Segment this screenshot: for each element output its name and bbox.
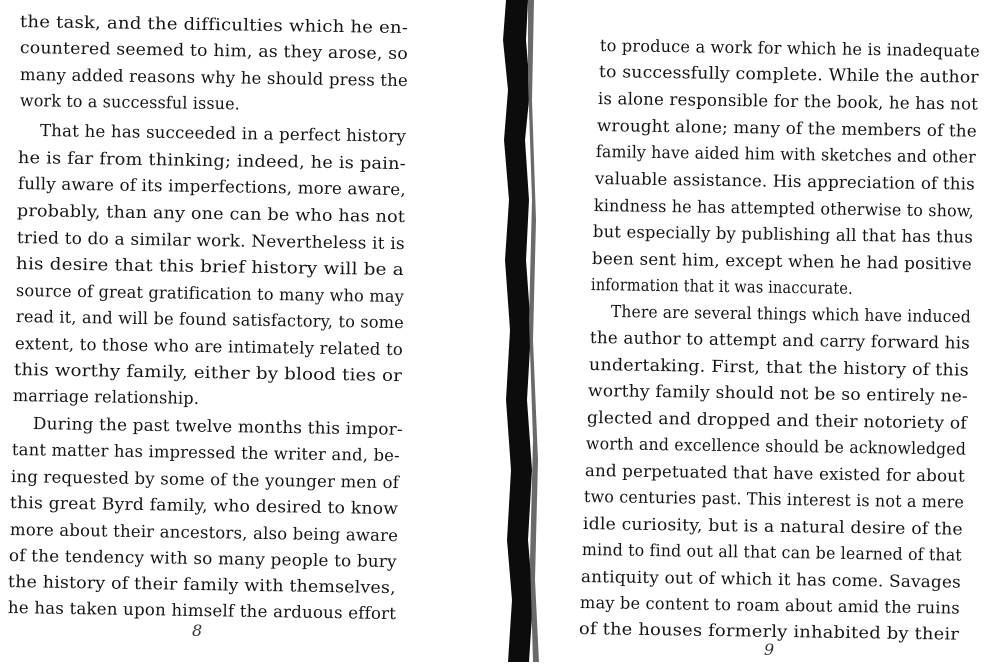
left_page-line: fully aware of its imperfections, more aware, xyxy=(17,174,406,200)
left_page-line: source of great gratification to many who may xyxy=(15,281,405,307)
left_page-line: tried to do a similar work. Nevertheless it is xyxy=(16,228,405,254)
right-page-text xyxy=(540,0,984,662)
right_page-line: worthy family should not be so entirely ne- xyxy=(587,381,969,406)
right_page-line: undertaking. First, that the history of this xyxy=(588,355,970,380)
left_page-line: the task, and the difficulties which he en- xyxy=(19,12,409,38)
right_page-line: is alone responsible for the book, he has not xyxy=(597,89,979,114)
left_page-line: extent, to those who are intimately related to xyxy=(14,334,404,360)
right_page-line: of the houses formerly inhabited by their xyxy=(578,619,960,644)
right_page-line: wrought alone; many of the members of the xyxy=(596,116,978,141)
right-page xyxy=(540,0,984,662)
right_page-line: worth and excellence should be acknowledged xyxy=(585,434,967,459)
left_page-line: tant matter has impressed the writer and, be- xyxy=(11,440,400,466)
left_page-line: marriage relationship. xyxy=(12,386,200,408)
left_page-line: this worthy family, either by blood ties or xyxy=(13,360,403,386)
book-gutter-shadow xyxy=(488,0,548,662)
left_page-line: this great Byrd family, who desired to know xyxy=(9,493,399,519)
right_page-line: valuable assistance. His appreciation of this xyxy=(594,169,976,194)
left_page-line: the history of their family with themselves, xyxy=(7,572,396,598)
left_page-line: ing requested by some of the younger men of xyxy=(10,467,400,493)
left_page-line: he is far from thinking; indeed, he is pain- xyxy=(17,148,407,174)
right_page-line: family have aided him with sketches and other xyxy=(595,142,976,167)
right_page-line: There are several things which have induced xyxy=(610,302,971,327)
left_page-line: read it, and will be found satisfactory, to some xyxy=(15,307,405,333)
right_page-line: the author to attempt and carry forward his xyxy=(589,328,971,353)
left_page-line: That he has succeeded in a perfect history xyxy=(39,121,407,146)
right_page-line: and perpetuated that have existed for about xyxy=(584,461,966,486)
right-page-number: 9 xyxy=(764,640,775,659)
left_page-line: During the past twelve months this impor- xyxy=(32,414,403,439)
left_page-line: many added reasons why he should press the xyxy=(19,65,409,91)
left_page-line: his desire that this brief history will be a xyxy=(15,254,405,280)
right_page-line: to produce a work for which he is inadequate xyxy=(599,36,981,61)
right_page-line: two centuries past. This interest is not a mere xyxy=(583,487,965,512)
right_page-line: mind to find out all that can be learned of that xyxy=(581,540,963,565)
left_page-line: he has taken upon himself the arduous effort xyxy=(7,598,397,624)
right_page-line: information that it was inaccurate. xyxy=(590,275,854,298)
left_page-line: probably, than any one can be who has not xyxy=(16,201,406,227)
right_page-line: been sent him, except when he had positive xyxy=(591,249,973,274)
right_page-line: but especially by publishing all that has thus xyxy=(592,222,974,247)
left-page-text xyxy=(0,0,470,662)
left_page-line: countered seemed to him, as they arose, so xyxy=(19,38,409,64)
right_page-line: glected and dropped and their notoriety of xyxy=(586,408,968,433)
right_page-line: antiquity out of which it has come. Savages xyxy=(580,567,962,592)
left_page-line: work to a successful issue. xyxy=(19,91,241,114)
right_page-line: to successfully complete. While the author xyxy=(598,62,979,87)
right_page-line: may be content to roam about amid the ruins xyxy=(579,593,960,618)
left_page-line: more about their ancestors, also being aware xyxy=(9,520,399,546)
right_page-line: idle curiosity, but is a natural desire of the xyxy=(582,514,963,539)
right_page-line: kindness he has attempted otherwise to show, xyxy=(593,196,975,221)
left-page-number: 8 xyxy=(192,621,203,640)
left-page xyxy=(0,0,470,662)
left_page-line: of the tendency with so many people to bury xyxy=(8,546,397,572)
